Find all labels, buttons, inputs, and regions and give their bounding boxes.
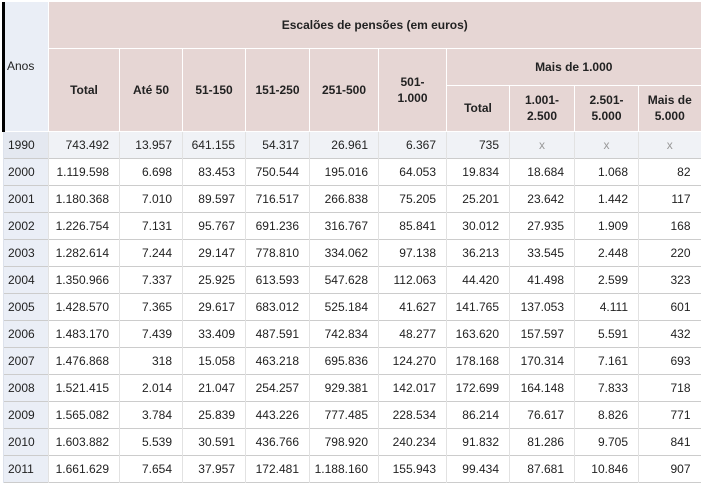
table-row	[4, 212, 701, 239]
year-cell: 2010	[4, 428, 49, 455]
table-body	[4, 131, 701, 482]
year-cell: 2000	[4, 158, 49, 185]
c501-1000-cell: 97.138	[379, 239, 447, 266]
c1001-2500-cell: 137.053	[510, 293, 575, 320]
year-cell: 1990	[4, 131, 49, 158]
c151-250-cell: 691.236	[246, 212, 310, 239]
c151-250-cell: 254.257	[246, 374, 310, 401]
sub-total-cell: 141.765	[447, 293, 510, 320]
c151-250-cell: 716.517	[246, 185, 310, 212]
table-row	[4, 401, 701, 428]
c1001-2500-cell: x	[510, 131, 575, 158]
c151-250-cell: 778.810	[246, 239, 310, 266]
table-row	[4, 320, 701, 347]
ate50-cell: 7.131	[120, 212, 183, 239]
total-cell: 1.483.170	[49, 320, 120, 347]
mais5000-cell: 432	[639, 320, 701, 347]
c1001-2500-cell: 18.684	[510, 158, 575, 185]
year-cell: 2002	[4, 212, 49, 239]
col-1001-2500-line2: 2.500	[526, 109, 558, 123]
total-cell: 743.492	[49, 131, 120, 158]
mais5000-cell: 693	[639, 347, 701, 374]
ate50-cell: 3.784	[120, 401, 183, 428]
anos-header: Anos	[4, 2, 49, 131]
sub-total-cell: 25.201	[447, 185, 510, 212]
table-row	[4, 293, 701, 320]
mais5000-cell: 220	[639, 239, 701, 266]
ate50-cell: 7.365	[120, 293, 183, 320]
c151-250-cell: 487.591	[246, 320, 310, 347]
col-2501-5000-line1: 2.501-	[589, 93, 624, 107]
col-1001-2500-header	[510, 85, 575, 131]
year-cell: 2005	[4, 293, 49, 320]
col-151-250-header: 151-250	[246, 48, 310, 131]
c2501-5000-cell: 1.068	[575, 158, 639, 185]
year-cell: 2001	[4, 185, 49, 212]
sub-total-cell: 178.168	[447, 347, 510, 374]
table-row	[4, 428, 701, 455]
ate50-cell: 7.654	[120, 455, 183, 482]
c151-250-cell: 436.766	[246, 428, 310, 455]
c51-150-cell: 30.591	[183, 428, 246, 455]
mais5000-cell: 841	[639, 428, 701, 455]
c251-500-cell: 266.838	[310, 185, 379, 212]
sub-total-cell: 19.834	[447, 158, 510, 185]
mais5000-cell: 771	[639, 401, 701, 428]
year-cell: 2006	[4, 320, 49, 347]
mais5000-cell: 117	[639, 185, 701, 212]
c2501-5000-cell: 2.448	[575, 239, 639, 266]
ate50-cell: 5.539	[120, 428, 183, 455]
col-1001-2500-line1: 1.001-	[524, 93, 560, 107]
sub-total-cell: 163.620	[447, 320, 510, 347]
year-cell: 2004	[4, 266, 49, 293]
table-row	[4, 158, 701, 185]
table-row	[4, 239, 701, 266]
col-ate50-header: Até 50	[120, 48, 183, 131]
c251-500-cell: 1.188.160	[310, 455, 379, 482]
ate50-cell: 7.010	[120, 185, 183, 212]
c151-250-cell: 613.593	[246, 266, 310, 293]
c251-500-cell: 525.184	[310, 293, 379, 320]
mais5000-cell: 907	[639, 455, 701, 482]
c251-500-cell: 777.485	[310, 401, 379, 428]
col-501-1000-line1: 501-	[400, 74, 425, 89]
c51-150-cell: 29.147	[183, 239, 246, 266]
col-mais1000-header: Mais de 1.000	[447, 48, 701, 85]
total-cell: 1.180.368	[49, 185, 120, 212]
year-cell: 2008	[4, 374, 49, 401]
sub-total-cell: 44.420	[447, 266, 510, 293]
c501-1000-cell: 48.277	[379, 320, 447, 347]
c2501-5000-cell: 5.591	[575, 320, 639, 347]
ate50-cell: 318	[120, 347, 183, 374]
sub-total-cell: 86.214	[447, 401, 510, 428]
sub-total-cell: 30.012	[447, 212, 510, 239]
c501-1000-cell: 85.841	[379, 212, 447, 239]
c251-500-cell: 26.961	[310, 131, 379, 158]
c1001-2500-cell: 27.935	[510, 212, 575, 239]
mais5000-cell: 168	[639, 212, 701, 239]
sub-total-cell: 36.213	[447, 239, 510, 266]
c2501-5000-cell: 9.705	[575, 428, 639, 455]
col-mais5000-line2: 5.000	[654, 109, 685, 123]
c501-1000-cell: 155.943	[379, 455, 447, 482]
total-cell: 1.350.966	[49, 266, 120, 293]
col-51-150-header: 51-150	[183, 48, 246, 131]
year-cell: 2009	[4, 401, 49, 428]
c1001-2500-cell: 157.597	[510, 320, 575, 347]
ate50-cell: 6.698	[120, 158, 183, 185]
c2501-5000-cell: 2.599	[575, 266, 639, 293]
c251-500-cell: 742.834	[310, 320, 379, 347]
sub-total-cell: 99.434	[447, 455, 510, 482]
c501-1000-cell: 112.063	[379, 266, 447, 293]
table-row	[4, 266, 701, 293]
col-total-header: Total	[49, 48, 120, 131]
c51-150-cell: 15.058	[183, 347, 246, 374]
ate50-cell: 7.337	[120, 266, 183, 293]
col-251-500-header: 251-500	[310, 48, 379, 131]
ate50-cell: 2.014	[120, 374, 183, 401]
ate50-cell: 7.244	[120, 239, 183, 266]
c1001-2500-cell: 23.642	[510, 185, 575, 212]
c251-500-cell: 798.920	[310, 428, 379, 455]
c151-250-cell: 172.481	[246, 455, 310, 482]
c2501-5000-cell: 7.161	[575, 347, 639, 374]
year-cell: 2011	[4, 455, 49, 482]
year-cell: 2007	[4, 347, 49, 374]
c2501-5000-cell: 7.833	[575, 374, 639, 401]
c501-1000-cell: 124.270	[379, 347, 447, 374]
mais5000-cell: x	[639, 131, 701, 158]
pension-table	[2, 2, 701, 483]
col-501-1000-line2: 1.000	[397, 90, 428, 105]
c501-1000-cell: 41.627	[379, 293, 447, 320]
col-2501-5000-header	[575, 85, 639, 131]
c1001-2500-cell: 81.286	[510, 428, 575, 455]
total-cell: 1.661.629	[49, 455, 120, 482]
c501-1000-cell: 142.017	[379, 374, 447, 401]
sub-total-cell: 91.832	[447, 428, 510, 455]
col-501-1000-header	[379, 48, 447, 131]
c251-500-cell: 195.016	[310, 158, 379, 185]
mais5000-cell: 82	[639, 158, 701, 185]
c2501-5000-cell: 10.846	[575, 455, 639, 482]
c2501-5000-cell: 1.909	[575, 212, 639, 239]
c51-150-cell: 95.767	[183, 212, 246, 239]
c51-150-cell: 21.047	[183, 374, 246, 401]
c2501-5000-cell: 4.111	[575, 293, 639, 320]
mais5000-cell: 601	[639, 293, 701, 320]
c51-150-cell: 83.453	[183, 158, 246, 185]
c51-150-cell: 89.597	[183, 185, 246, 212]
table-row	[4, 131, 701, 158]
table-row	[4, 185, 701, 212]
c1001-2500-cell: 76.617	[510, 401, 575, 428]
c151-250-cell: 443.226	[246, 401, 310, 428]
c51-150-cell: 29.617	[183, 293, 246, 320]
mais5000-cell: 323	[639, 266, 701, 293]
c151-250-cell: 463.218	[246, 347, 310, 374]
col-sub-total-header: Total	[447, 85, 510, 131]
c51-150-cell: 37.957	[183, 455, 246, 482]
col-mais5000-line1: Mais de	[647, 93, 692, 107]
total-cell: 1.521.415	[49, 374, 120, 401]
c501-1000-cell: 228.534	[379, 401, 447, 428]
year-cell: 2003	[4, 239, 49, 266]
total-cell: 1.565.082	[49, 401, 120, 428]
c1001-2500-cell: 33.545	[510, 239, 575, 266]
c2501-5000-cell: 1.442	[575, 185, 639, 212]
c501-1000-cell: 240.234	[379, 428, 447, 455]
c1001-2500-cell: 41.498	[510, 266, 575, 293]
c151-250-cell: 750.544	[246, 158, 310, 185]
c1001-2500-cell: 164.148	[510, 374, 575, 401]
ate50-cell: 13.957	[120, 131, 183, 158]
col-2501-5000-line2: 5.000	[591, 109, 622, 123]
c501-1000-cell: 64.053	[379, 158, 447, 185]
c2501-5000-cell: x	[575, 131, 639, 158]
c251-500-cell: 316.767	[310, 212, 379, 239]
total-cell: 1.226.754	[49, 212, 120, 239]
c251-500-cell: 547.628	[310, 266, 379, 293]
table-row	[4, 347, 701, 374]
c1001-2500-cell: 170.314	[510, 347, 575, 374]
total-cell: 1.603.882	[49, 428, 120, 455]
c251-500-cell: 929.381	[310, 374, 379, 401]
total-cell: 1.119.598	[49, 158, 120, 185]
c501-1000-cell: 75.205	[379, 185, 447, 212]
pension-table-frame	[2, 2, 699, 480]
col-mais5000-header	[639, 85, 701, 131]
mais5000-cell: 718	[639, 374, 701, 401]
c51-150-cell: 641.155	[183, 131, 246, 158]
total-cell: 1.282.614	[49, 239, 120, 266]
c51-150-cell: 25.839	[183, 401, 246, 428]
c251-500-cell: 695.836	[310, 347, 379, 374]
c151-250-cell: 683.012	[246, 293, 310, 320]
sub-total-cell: 735	[447, 131, 510, 158]
total-cell: 1.428.570	[49, 293, 120, 320]
c2501-5000-cell: 8.826	[575, 401, 639, 428]
c51-150-cell: 25.925	[183, 266, 246, 293]
c251-500-cell: 334.062	[310, 239, 379, 266]
c501-1000-cell: 6.367	[379, 131, 447, 158]
c151-250-cell: 54.317	[246, 131, 310, 158]
sub-total-cell: 172.699	[447, 374, 510, 401]
ate50-cell: 7.439	[120, 320, 183, 347]
group-header: Escalões de pensões (em euros)	[49, 2, 701, 48]
c51-150-cell: 33.409	[183, 320, 246, 347]
table-row	[4, 455, 701, 482]
total-cell: 1.476.868	[49, 347, 120, 374]
c1001-2500-cell: 87.681	[510, 455, 575, 482]
table-row	[4, 374, 701, 401]
